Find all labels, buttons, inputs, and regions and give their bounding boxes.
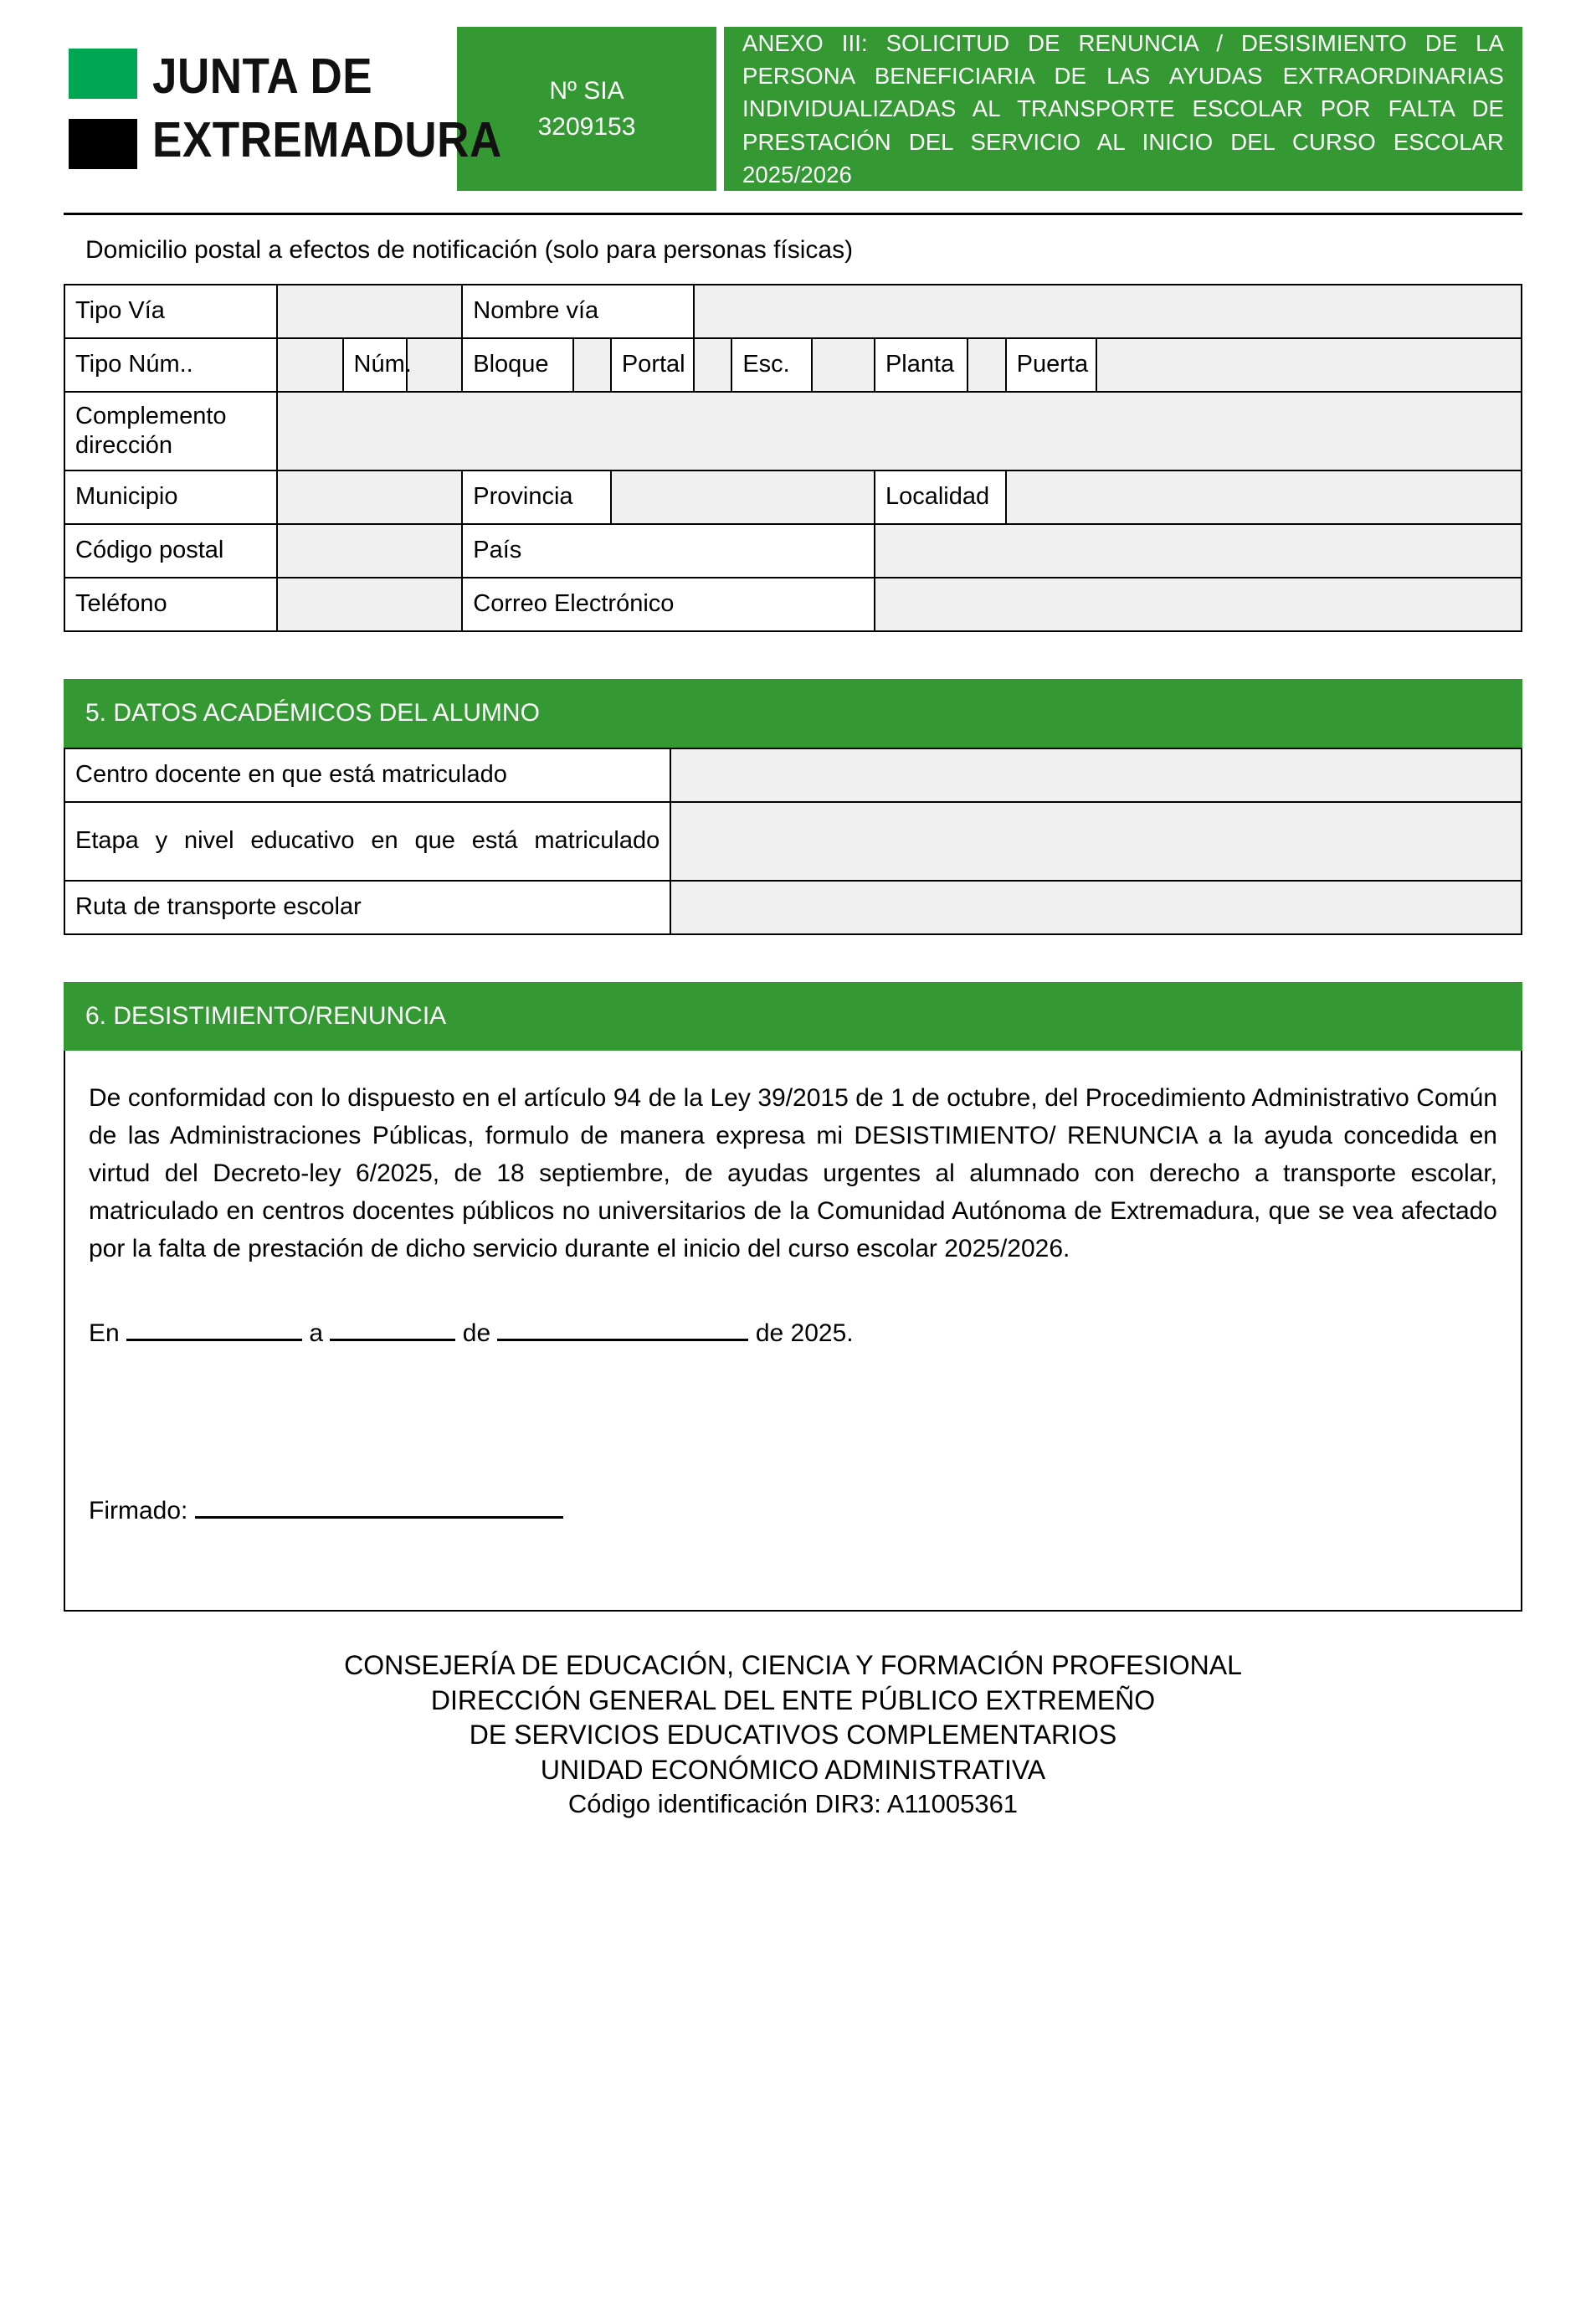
field-etapa-nivel[interactable] [670, 802, 1522, 881]
document-header [0, 0, 1586, 191]
field-provincia[interactable] [611, 470, 875, 524]
label-etapa-nivel: Etapa y nivel educativo en que está matriculado [64, 802, 670, 881]
field-centro-docente[interactable] [670, 748, 1522, 802]
section-6-body [64, 1051, 1522, 1612]
table-row [64, 578, 1522, 631]
footer-dir3-code: Código identificación DIR3: A11005361 [567, 1789, 1019, 1819]
field-puerta[interactable] [1096, 338, 1522, 392]
field-codigo-postal[interactable] [277, 524, 462, 578]
academic-data-table [64, 748, 1522, 935]
logo-black-square-icon [69, 119, 137, 169]
table-row [64, 524, 1522, 578]
footer-line-3: DE SERVICIOS EDUCATIVOS COMPLEMENTARIOS [469, 1720, 1117, 1751]
anexo-title-box [724, 27, 1522, 191]
label-puerta: Puerta [1006, 338, 1096, 392]
field-esc[interactable] [812, 338, 875, 392]
field-planta[interactable] [968, 338, 1005, 392]
footer-line-1: CONSEJERÍA DE EDUCACIÓN, CIENCIA Y FORMACIÓN PROFESIONAL [344, 1650, 1242, 1680]
label-localidad: Localidad [875, 470, 1006, 524]
label-telefono: Teléfono [64, 578, 277, 631]
input-dia[interactable] [330, 1339, 455, 1341]
label-esc: Esc. [731, 338, 812, 392]
renuncia-paragraph: De conformidad con lo dispuesto en el artículo 94 de la Ley 39/2015 de 1 de octubre, del Procedimiento Administrativo Común de las Administraciones Públicas, formulo de manera expresa mi DESISTIMIENTO/ RENUNCIA a la ayuda concedida en virtud del Decreto-ley 6/2025, de 18 septiembre, de ayudas urgentes al alumnado con derecho a transporte escolar, matriculado en centros docentes públicos no universitarios de la Comunidad Autónoma de Extremadura, que se vea afectado por la falta de prestación de dicho servicio durante el inicio del curso escolar 2025/2026. [89, 1084, 1497, 1262]
logo-line-2: EXTREMADURA [152, 112, 502, 168]
table-row [64, 470, 1522, 524]
sia-label: Nº SIA [549, 76, 624, 105]
table-row [64, 392, 1522, 470]
input-firma[interactable] [195, 1516, 563, 1519]
label-portal: Portal [611, 338, 694, 392]
table-row [64, 881, 1522, 934]
field-nombre-via[interactable] [694, 285, 1522, 338]
document-footer [0, 1648, 1586, 1822]
label-a: a [309, 1319, 324, 1347]
header-divider [64, 213, 1522, 215]
field-bloque[interactable] [573, 338, 611, 392]
table-row [64, 748, 1522, 802]
footer-line-2: DIRECCIÓN GENERAL DEL ENTE PÚBLICO EXTREMEÑO [430, 1684, 1156, 1715]
label-provincia: Provincia [462, 470, 611, 524]
sia-number: 3209153 [537, 113, 636, 141]
field-num[interactable] [407, 338, 462, 392]
label-planta: Planta [875, 338, 968, 392]
logo-wordmark [152, 49, 502, 168]
table-row [64, 285, 1522, 338]
field-portal[interactable] [694, 338, 731, 392]
label-complemento-direccion: Complemento dirección [64, 392, 277, 470]
label-firmado: Firmado: [89, 1497, 188, 1524]
field-tipo-num[interactable] [277, 338, 342, 392]
label-tipo-via: Tipo Vía [64, 285, 277, 338]
label-tipo-num: Tipo Núm.. [64, 338, 277, 392]
label-en: En [89, 1319, 120, 1347]
label-ruta-transporte: Ruta de transporte escolar [64, 881, 670, 934]
logo-line-1: JUNTA DE [152, 49, 373, 105]
input-lugar[interactable] [126, 1339, 302, 1341]
table-row [64, 802, 1522, 881]
field-pais[interactable] [875, 524, 1522, 578]
footer-line-4: UNIDAD ECONÓMICO ADMINISTRATIVA [540, 1754, 1046, 1785]
field-tipo-via[interactable] [277, 285, 462, 338]
field-telefono[interactable] [277, 578, 462, 631]
label-de-2025: de 2025. [755, 1319, 854, 1347]
date-place-line [89, 1319, 1497, 1348]
logo-marks [69, 49, 137, 169]
label-centro-docente: Centro docente en que está matriculado [64, 748, 670, 802]
field-localidad[interactable] [1006, 470, 1522, 524]
label-de-1: de [462, 1319, 491, 1347]
section-5-header: 5. DATOS ACADÉMICOS DEL ALUMNO [64, 679, 1522, 748]
label-nombre-via: Nombre vía [462, 285, 694, 338]
field-ruta-transporte[interactable] [670, 881, 1522, 934]
label-pais: País [462, 524, 875, 578]
label-correo-electronico: Correo Electrónico [462, 578, 875, 631]
junta-extremadura-logo [64, 27, 502, 191]
label-num: Núm. [343, 338, 408, 392]
address-table [64, 284, 1522, 632]
field-complemento-direccion[interactable] [277, 392, 1522, 470]
table-row [64, 338, 1522, 392]
field-municipio[interactable] [277, 470, 462, 524]
label-codigo-postal: Código postal [64, 524, 277, 578]
signature-line [89, 1497, 1497, 1525]
input-mes[interactable] [497, 1339, 748, 1341]
logo-green-square-icon [69, 49, 137, 99]
field-correo-electronico[interactable] [875, 578, 1522, 631]
address-subtitle: Domicilio postal a efectos de notificación (solo para personas físicas) [85, 236, 854, 264]
anexo-title-text: ANEXO III: SOLICITUD DE RENUNCIA / DESISIMIENTO DE LA PERSONA BENEFICIARIA DE LAS AYUDAS EXTRAORDINARIAS INDIVIDUALIZADAS AL TRANSPORTE ESCOLAR POR FALTA DE PRESTACIÓN DEL SERVICIO AL INICIO DEL CURSO ESCOLAR 2025/2026 [742, 30, 1504, 188]
label-municipio: Municipio [64, 470, 277, 524]
section-6-header: 6. DESISTIMIENTO/RENUNCIA [64, 982, 1522, 1051]
label-bloque: Bloque [462, 338, 572, 392]
